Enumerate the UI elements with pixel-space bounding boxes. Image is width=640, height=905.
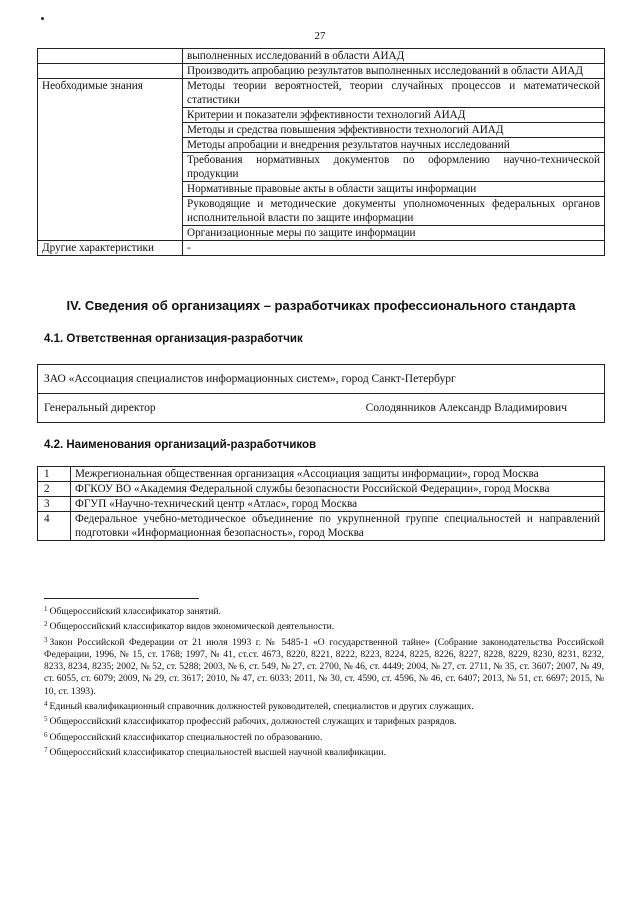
table-row (38, 467, 605, 482)
footnote-text: Общероссийский классификатор специальностей по образованию. (49, 731, 323, 743)
subsection-title-responsible: 4.1. Ответственная организация-разработчик (44, 333, 303, 345)
row-text: Федеральное учебно-методическое объединение по укрупненной группе специальностей и направлений подготовки «Информационная безопасность», город Москва (71, 512, 605, 541)
table-row (38, 79, 605, 108)
table-row (38, 394, 605, 423)
developers-table (37, 466, 605, 541)
footnote (44, 698, 604, 713)
table-row (38, 497, 605, 512)
table-row (38, 64, 605, 79)
director-position: Генеральный директор (44, 402, 156, 414)
footnote (44, 713, 604, 728)
footnote-text: Единый квалификационный справочник должностей руководителей, специалистов и других служащих. (49, 701, 474, 713)
footnote-text: Общероссийский классификатор занятий. (49, 606, 221, 617)
row-text: выполненных исследований в области АИАД (183, 49, 605, 64)
footnote-mark: 4 (44, 700, 48, 709)
row-text: Производить апробацию результатов выполненных исследований в области АИАД (183, 64, 605, 79)
section-title: IV. Сведения об организациях – разработчиках профессионального стандарта (66, 298, 576, 313)
row-text: Нормативные правовые акты в области защиты информации (183, 182, 605, 197)
row-text: Руководящие и методические документы уполномоченных федеральных органов исполнительной власти по защите информации (183, 197, 605, 226)
footnote (44, 603, 604, 618)
row-number: 4 (38, 512, 71, 541)
footnote-text: Общероссийский классификатор специальностей высшей научной квалификации. (49, 746, 386, 758)
row-label (38, 49, 183, 64)
table-row (38, 49, 605, 64)
footnote-mark: 5 (44, 715, 48, 724)
table-row (38, 512, 605, 541)
row-number: 2 (38, 482, 71, 497)
footnote (44, 744, 604, 759)
footnote-mark: 1 (44, 605, 48, 613)
row-label (38, 64, 183, 79)
row-text: Методы теории вероятностей, теории случайных процессов и математической статистики (183, 79, 605, 108)
scan-dot (41, 17, 44, 20)
footnote (44, 618, 604, 633)
row-text: Методы апробации и внедрения результатов научных исследований (183, 138, 605, 153)
row-text: Межрегиональная общественная организация «Ассоциация защиты информации», город Москва (71, 467, 605, 482)
responsible-org-table (37, 364, 605, 423)
table-row (38, 365, 605, 394)
footnote-mark: 3 (44, 635, 48, 644)
row-label-knowledge: Необходимые знания (38, 79, 183, 241)
org-name: ЗАО «Ассоциация специалистов информационных систем», город Санкт-Петербург (38, 365, 605, 394)
footnote-text: Общероссийский классификатор видов экономической деятельности. (49, 621, 335, 633)
footnote-text: Закон Российской Федерации от 21 июля 1993 г. № 5485-1 «О государственной тайне» (Собрание законодательства Российской Федерации, 1996, № 15, ст. 1768; 1997, № 41, ст.ст. 4673, 8220, 8221, 8222, 8223, 8224, 8225, 8226, 8227, 8228, 8229, 8230, 8231, 8232, 8233, 8234, 8235; 2002, № 52, ст. 5288; 2003, № 6, ст. 549, № 27, ст. 2700, № 46, ст. 4449; 2004, № 27, ст. 2711, № 35, ст. 3607; 2007, № 49, ст. 6055, ст. 6079; 2009, № 29, ст. 3617; 2010, № 47, ст. 6033; 2011, № 30, ст. 4590, ст. 4596, № 46, ст. 6407; 2013, № 51, ст. 6697; 2015, № 10, ст. 1393). (44, 636, 604, 697)
row-text: Методы и средства повышения эффективности технологий АИАД (183, 123, 605, 138)
subsection-title-developers: 4.2. Наименования организаций-разработчиков (44, 439, 317, 451)
footnote-mark: 7 (44, 745, 48, 754)
row-text: Требования нормативных документов по оформлению научно-технической продукции (183, 153, 605, 182)
row-text: ФГУП «Научно-технический центр «Атлас», город Москва (71, 497, 605, 512)
director-name: Солодянников Александр Владимирович (365, 402, 567, 414)
knowledge-table (37, 48, 605, 256)
footnote-mark: 2 (44, 620, 48, 629)
footnote-separator (44, 598, 199, 599)
footnote (44, 729, 604, 744)
table-row (38, 482, 605, 497)
footnotes (44, 603, 604, 759)
director-cell (38, 394, 605, 423)
footnote-text: Общероссийский классификатор профессий рабочих, должностей служащих и тарифных разрядов. (49, 716, 457, 728)
row-number: 1 (38, 467, 71, 482)
row-number: 3 (38, 497, 71, 512)
footnote-mark: 6 (44, 730, 48, 739)
row-text: - (183, 241, 605, 256)
row-text: Критерии и показатели эффективности технологий АИАД (183, 108, 605, 123)
page-number: 27 (314, 30, 326, 42)
table-row (38, 241, 605, 256)
footnote (44, 634, 604, 698)
row-text: Организационные меры по защите информации (183, 226, 605, 241)
row-text: ФГКОУ ВО «Академия Федеральной службы безопасности Российской Федерации», город Москва (71, 482, 605, 497)
row-label-other: Другие характеристики (38, 241, 183, 256)
